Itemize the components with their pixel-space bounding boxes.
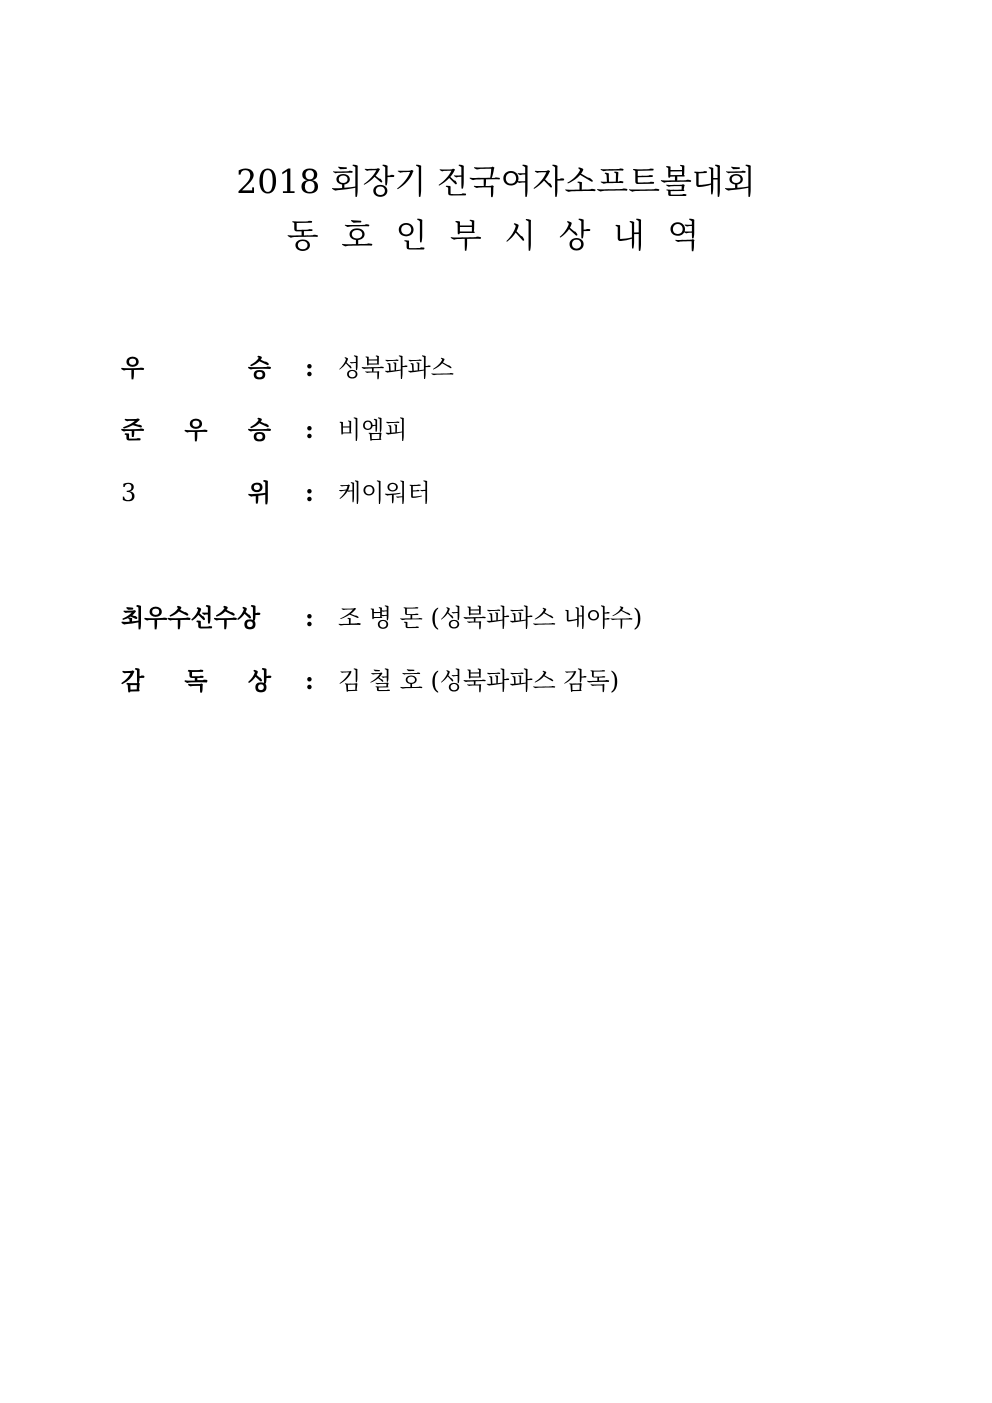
award-row-runner-up [121,413,881,447]
award-label-char: 최우수선수상 [121,603,261,632]
award-colon: : [305,666,314,695]
award-value: 김 철 호 (성북파파스 감독) [338,667,620,695]
award-value: 비엠피 [338,416,408,444]
award-label [121,476,271,510]
award-label-char: 승 [247,353,271,382]
award-label [121,664,271,698]
award-label-char: 우 [184,415,208,444]
award-label-char: 위 [247,478,271,507]
award-colon: : [305,415,314,444]
document-subtitle: 동 호 인 부 시 상 내 역 [286,216,706,255]
award-label-char: 독 [184,666,208,695]
award-label-char: 준 [121,415,145,444]
award-label-char: 상 [247,666,271,695]
award-label [121,601,271,635]
award-value: 성북파파스 [338,354,454,382]
award-row-champion [121,351,881,385]
award-value: 조 병 돈 (성북파파스 내야수) [338,604,643,632]
award-label-char: 3 [121,479,137,507]
award-row-third-place [121,476,881,510]
award-label-char: 우 [121,353,145,382]
award-row-mvp [121,601,881,635]
award-label-char: 감 [121,666,145,695]
award-value: 케이워터 [338,479,431,507]
award-label-char: 승 [247,415,271,444]
award-colon: : [305,353,314,382]
award-label [121,413,271,447]
award-row-coach [121,664,881,698]
document-title: 2018 회장기 전국여자소프트볼대회 [236,162,756,201]
award-colon: : [305,603,314,632]
award-colon: : [305,478,314,507]
award-label [121,351,271,385]
